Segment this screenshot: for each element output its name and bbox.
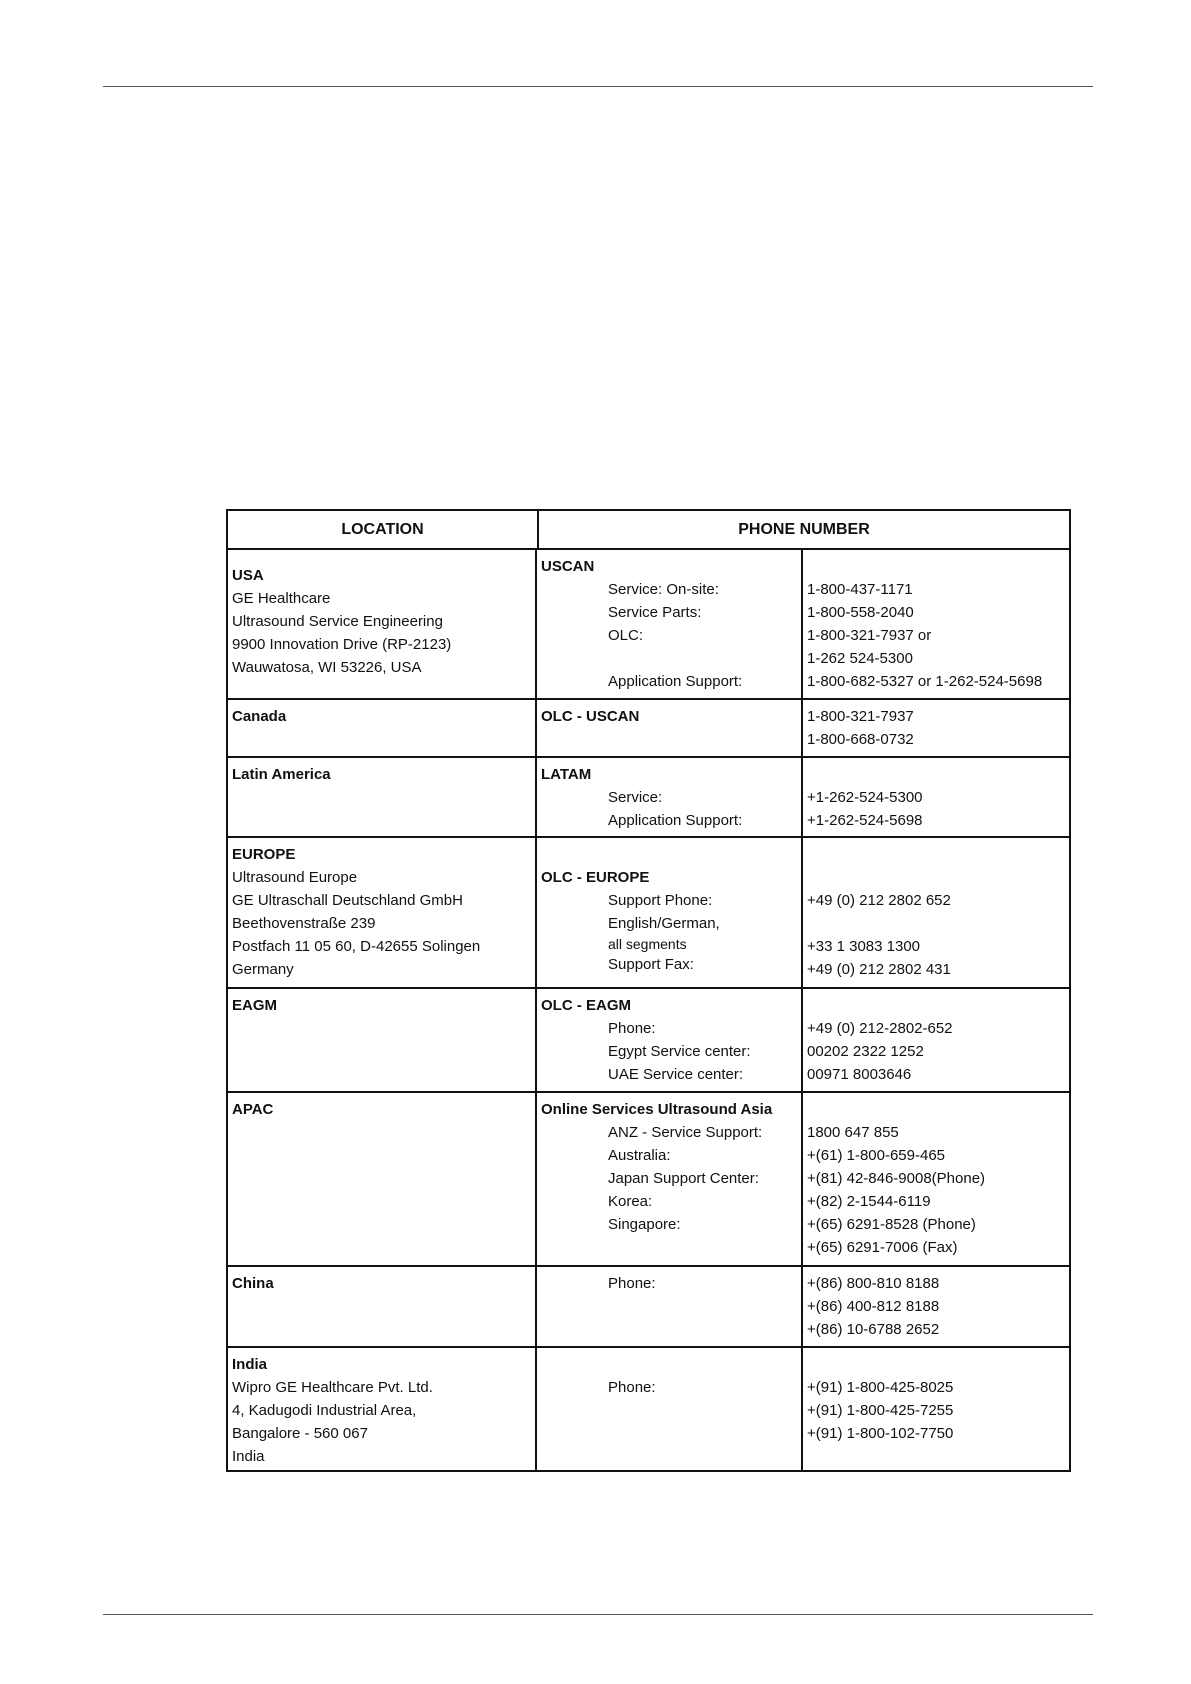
phone-number: +1-262-524-5300 <box>807 789 923 806</box>
phone-number-cell <box>803 700 1069 756</box>
location-name: China <box>232 1275 274 1292</box>
table-row-eagm <box>228 989 1069 1093</box>
phone-label: Phone: <box>608 1379 656 1396</box>
phone-label: Australia: <box>608 1147 671 1164</box>
phone-label: English/German, <box>608 915 720 932</box>
phone-label: Service Parts: <box>608 604 702 621</box>
header-phone-number: PHONE NUMBER <box>738 520 870 538</box>
location-cell <box>228 758 537 836</box>
phone-label: Phone: <box>608 1020 656 1037</box>
phone-number: +49 (0) 212 2802 652 <box>807 892 951 909</box>
phone-number: 00202 2322 1252 <box>807 1043 924 1060</box>
phone-number: 1-800-682-5327 or 1-262-524-5698 <box>807 673 1043 690</box>
location-cell <box>228 1267 537 1346</box>
location-cell <box>228 989 537 1091</box>
phone-number: +(61) 1-800-659-465 <box>807 1147 946 1164</box>
phone-number: +(86) 400-812 8188 <box>807 1298 940 1315</box>
phone-number-spacer <box>807 555 1069 578</box>
location-name: USA <box>232 567 264 584</box>
phone-label: Service: On-site: <box>608 581 719 598</box>
table-row-usa <box>228 550 1069 700</box>
phone-label-cell <box>537 758 803 836</box>
phone-number: 1-800-321-7937 <box>807 708 914 725</box>
address-line: Wipro GE Healthcare Pvt. Ltd. <box>232 1379 433 1396</box>
phone-number: +(91) 1-800-425-8025 <box>807 1379 954 1396</box>
phone-number: +(81) 42-846-9008(Phone) <box>807 1170 986 1187</box>
address-line: Ultrasound Europe <box>232 869 358 886</box>
phone-number: +49 (0) 212-2802-652 <box>807 1020 953 1037</box>
phone-number-cell <box>803 838 1069 987</box>
address-line: Wauwatosa, WI 53226, USA <box>232 659 422 676</box>
phone-number-cell <box>803 1267 1069 1346</box>
location-cell <box>228 700 537 756</box>
phone-number: +(86) 800-810 8188 <box>807 1275 940 1292</box>
phone-number: +33 1 3083 1300 <box>807 938 921 955</box>
phone-number: 1-800-437-1171 <box>807 581 913 598</box>
phone-label-cell <box>537 1267 803 1346</box>
header-location: LOCATION <box>228 511 539 548</box>
phone-number: +(65) 6291-7006 (Fax) <box>807 1239 958 1256</box>
header-rule <box>103 86 1093 87</box>
phone-number: +(91) 1-800-102-7750 <box>807 1425 954 1442</box>
phone-number-spacer <box>807 1098 1069 1121</box>
phone-label: UAE Service center: <box>608 1066 744 1083</box>
address-line: GE Ultraschall Deutschland GmbH <box>232 892 463 909</box>
location-name: Latin America <box>232 766 331 783</box>
phone-label-cell <box>537 989 803 1091</box>
location-cell <box>228 1093 537 1265</box>
footer-rule <box>103 1614 1093 1615</box>
phone-number: 1-800-558-2040 <box>807 604 914 621</box>
phone-label: Singapore: <box>608 1216 681 1233</box>
phone-number: 1-800-321-7937 or <box>807 627 932 644</box>
phone-label: Service: <box>608 789 663 806</box>
address-line: Bangalore - 560 067 <box>232 1425 368 1442</box>
table-row-latin-america <box>228 758 1069 838</box>
phone-number-cell <box>803 989 1069 1091</box>
service-group-title: Online Services Ultrasound Asia <box>541 1101 773 1118</box>
phone-number: +(65) 6291-8528 (Phone) <box>807 1216 976 1233</box>
address-line: Ultrasound Service Engineering <box>232 613 443 630</box>
table-row-china <box>228 1267 1069 1348</box>
phone-label-cell <box>537 550 803 698</box>
phone-label-spacer <box>541 647 801 670</box>
table-header-row <box>228 511 1069 550</box>
address-line: Germany <box>232 961 294 978</box>
phone-label: Application Support: <box>608 812 743 829</box>
phone-label: OLC: <box>608 627 644 644</box>
table-row-india <box>228 1348 1069 1470</box>
phone-number: +(82) 2-1544-6119 <box>807 1193 931 1210</box>
location-name: EAGM <box>232 997 277 1014</box>
phone-number: +(86) 10-6788 2652 <box>807 1321 940 1338</box>
service-group-title: OLC - EUROPE <box>541 869 650 886</box>
phone-label: all segments <box>608 936 687 952</box>
address-line: 4, Kadugodi Industrial Area, <box>232 1402 417 1419</box>
address-line: India <box>232 1448 265 1465</box>
phone-number: +(91) 1-800-425-7255 <box>807 1402 954 1419</box>
phone-label: Egypt Service center: <box>608 1043 751 1060</box>
phone-label-cell <box>537 1348 803 1470</box>
phone-label: Support Fax: <box>608 956 694 973</box>
location-name: India <box>232 1356 268 1373</box>
phone-number: +1-262-524-5698 <box>807 812 923 829</box>
phone-label: Phone: <box>608 1275 656 1292</box>
phone-label-cell <box>537 700 803 756</box>
address-line: Beethovenstraße 239 <box>232 915 376 932</box>
address-line: Postfach 11 05 60, D-42655 Solingen <box>232 938 481 955</box>
phone-label-cell <box>537 838 803 987</box>
phone-number-spacer <box>807 994 1069 1017</box>
table-row-canada <box>228 700 1069 758</box>
phone-number: 1-800-668-0732 <box>807 731 914 748</box>
phone-label: Japan Support Center: <box>608 1170 759 1187</box>
table-row-europe <box>228 838 1069 989</box>
service-group-title: LATAM <box>541 766 592 783</box>
phone-number-cell <box>803 550 1069 698</box>
location-name: EUROPE <box>232 846 296 863</box>
table-row-apac <box>228 1093 1069 1267</box>
phone-label: Korea: <box>608 1193 653 1210</box>
phone-number: 1-262 524-5300 <box>807 650 913 667</box>
location-cell <box>228 1348 537 1470</box>
phone-number-spacer <box>807 763 1069 786</box>
phone-number-cell <box>803 758 1069 836</box>
phone-number-cell <box>803 1348 1069 1470</box>
address-line: 9900 Innovation Drive (RP-2123) <box>232 636 452 653</box>
phone-label: ANZ - Service Support: <box>608 1124 763 1141</box>
location-cell <box>228 838 537 987</box>
phone-number-spacer <box>807 912 1069 935</box>
address-line: GE Healthcare <box>232 590 331 607</box>
service-group-title: OLC - USCAN <box>541 708 640 725</box>
phone-number-cell <box>803 1093 1069 1265</box>
service-group-title: OLC - EAGM <box>541 997 631 1014</box>
phone-label: Support Phone: <box>608 892 713 909</box>
phone-label: Application Support: <box>608 673 743 690</box>
phone-label-cell <box>537 1093 803 1265</box>
service-contact-table <box>226 509 1071 1472</box>
service-group-title: USCAN <box>541 558 595 575</box>
location-name: APAC <box>232 1101 274 1118</box>
phone-number: 1800 647 855 <box>807 1124 899 1141</box>
phone-number: 00971 8003646 <box>807 1066 912 1083</box>
phone-number: +49 (0) 212 2802 431 <box>807 961 951 978</box>
location-name: Canada <box>232 708 287 725</box>
location-cell <box>228 550 537 698</box>
